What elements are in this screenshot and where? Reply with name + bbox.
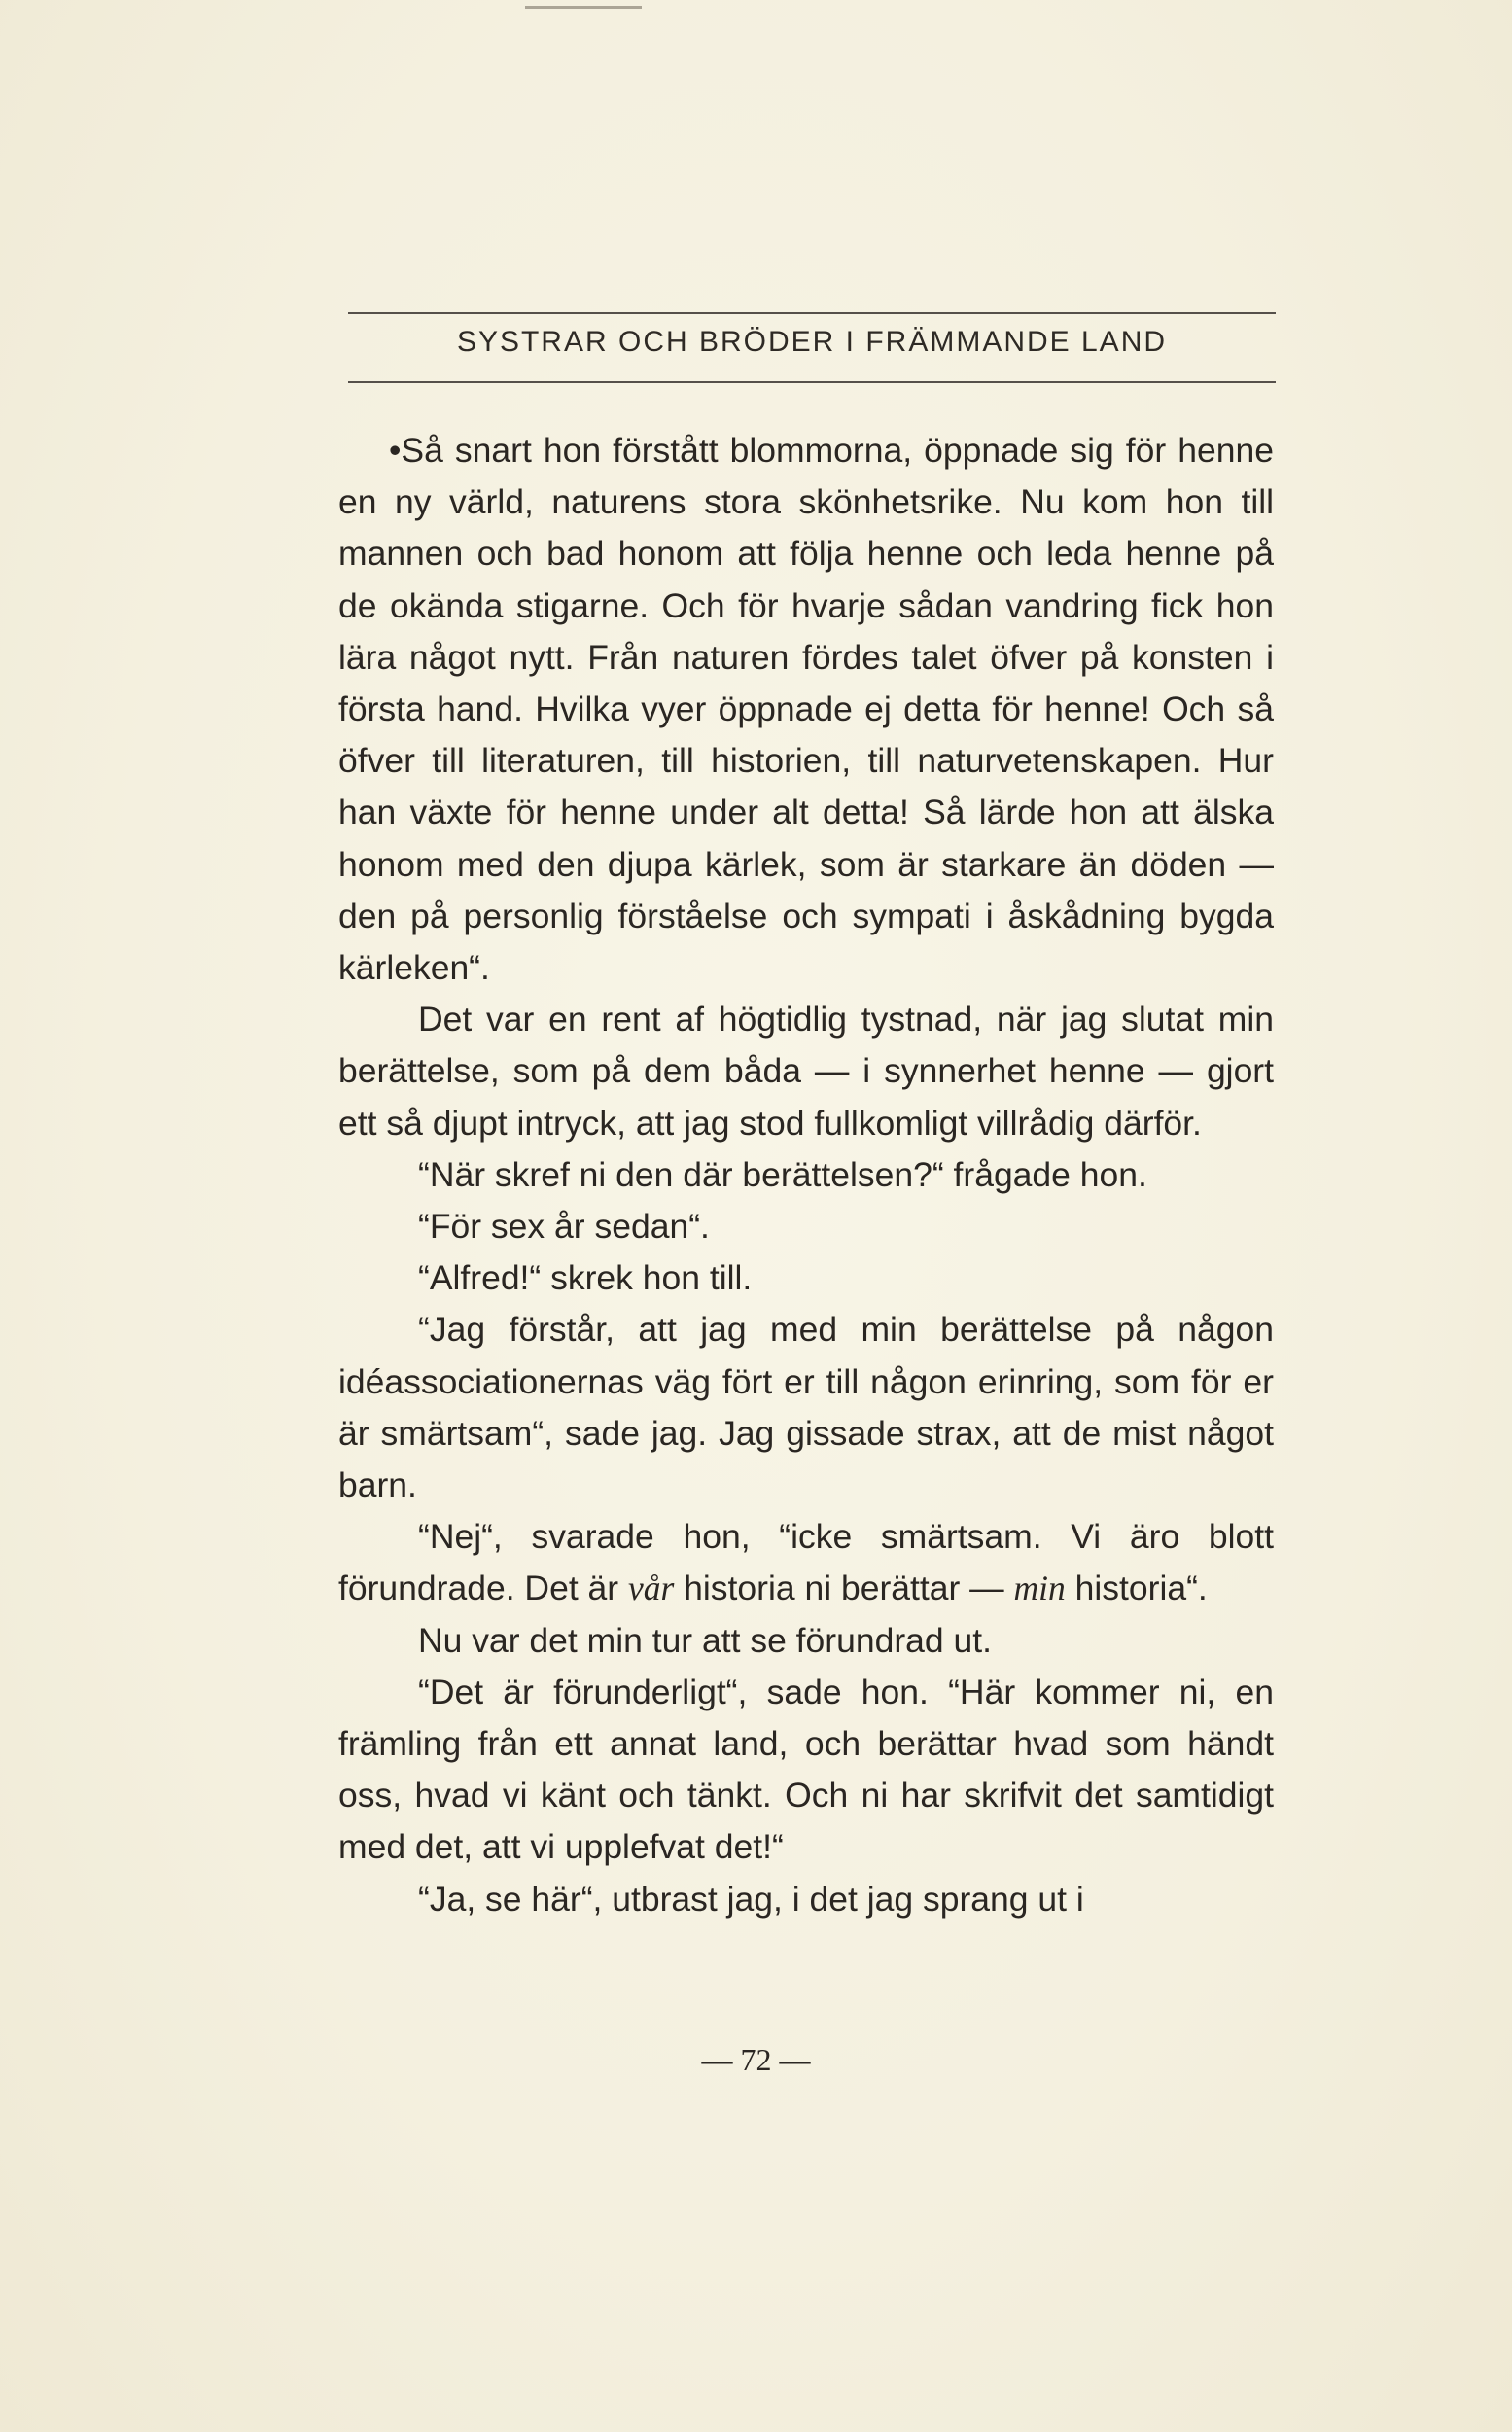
body-text [338,425,1274,1925]
emphasized-word: min [1013,1568,1066,1608]
paragraph-text: “Nej“, svarade hon, “icke smärtsam. Vi äro blott förundrade. Det är [338,1517,1274,1608]
page-number: — 72 — [701,2042,811,2077]
paragraph: Nu var det min tur att se förundrad ut. [418,1620,992,1660]
paragraph: Det var en rent af högtidlig tystnad, när jag slutat min berättelse, som på dem båda — i synnerhet henne — gjort ett så djupt intryck, att jag stod fullkomligt villrådig därför. [338,1000,1274,1143]
emphasized-word: vår [627,1568,675,1608]
paragraph: “För sex år sedan“. [418,1207,710,1247]
paragraph: “Jag förstår, att jag med min berättelse på någon idéassociationernas väg fört er till någon erinring, som för er är smärtsam“, sade jag. Jag gissade strax, att de mist något barn. [338,1310,1274,1505]
header-rule-bottom [348,381,1276,383]
paragraph: “Det är förunderligt“, sade hon. “Här kommer ni, en främling från ett annat land, och berättar hvad som händt oss, hvad vi känt och tänkt. Och ni har skrifvit det samtidigt med det, att vi upplefvat det!“ [338,1672,1274,1867]
paragraph: “När skref ni den där berättelsen?“ frågade hon. [418,1154,1147,1194]
paragraph-text: historia“. [1065,1568,1208,1608]
page-edge-mark [525,6,642,9]
paragraph: “Ja, se här“, utbrast jag, i det jag sprang ut i [418,1879,1084,1919]
header-rule-top [348,312,1276,314]
paragraph: “Alfred!“ skrek hon till. [418,1258,753,1298]
paragraph-text: historia ni berättar — [674,1568,1014,1608]
paragraph [338,1511,1274,1614]
running-head: SYSTRAR OCH BRÖDER I FRÄMMANDE LAND [456,326,1168,358]
paragraph: •Så snart hon förstått blommorna, öppnade sig för henne en ny värld, naturens stora skönhetsrike. Nu kom hon till mannen och bad honom att följa henne och leda henne på de okända stigarne. Och för hvarje sådan vandring fick hon lära något nytt. Från naturen fördes talet öfver på konsten i första hand. Hvilka vyer öppnade ej detta för henne! Och så öfver till literaturen, till historien, till naturvetenskapen. Hur han växte för henne under alt detta! Så lärde hon att älska honom med den djupa kärlek, som är starkare än döden — den på personlig förståelse och sympati i åskådning bygda kärleken“. [338,431,1274,988]
